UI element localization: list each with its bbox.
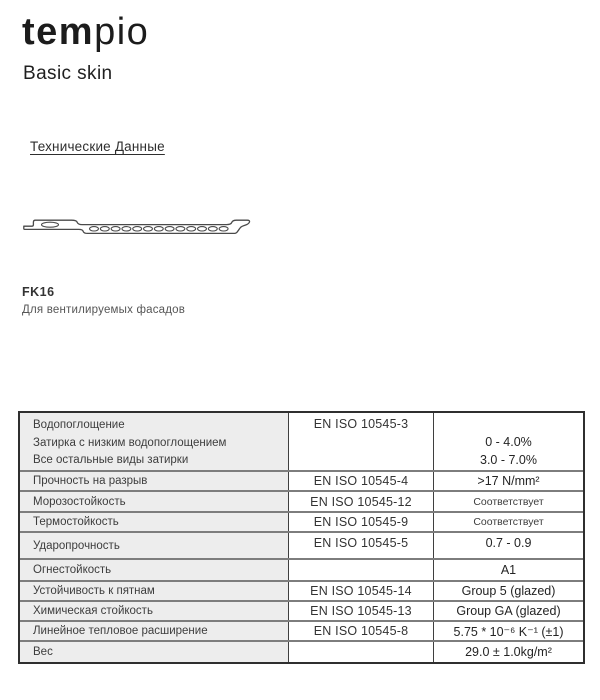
property-line: Водопоглощение	[33, 419, 125, 431]
value-cell: Group 5 (glazed)	[433, 582, 583, 600]
table-row	[20, 490, 583, 511]
value-cell: Group GA (glazed)	[433, 602, 583, 620]
model-code: FK16	[22, 285, 55, 299]
standard-cell	[288, 642, 433, 662]
value-cell: >17 N/mm²	[433, 472, 583, 490]
spec-table	[18, 411, 585, 664]
property-cell: Огнестойкость	[20, 560, 288, 580]
standard-cell	[288, 560, 433, 580]
brand-logo	[22, 10, 149, 54]
property-cell: Прочность на разрыв	[20, 472, 288, 490]
property-cell: Химическая стойкость	[20, 602, 288, 620]
value-cell: 29.0 ± 1.0kg/m²	[433, 642, 583, 662]
table-row	[20, 558, 583, 580]
standard-cell: EN ISO 10545-14	[288, 582, 433, 600]
panel-cross-section-svg	[23, 215, 251, 241]
table-row	[20, 620, 583, 640]
table-row	[20, 470, 583, 490]
property-cell: Устойчивость к пятнам	[20, 582, 288, 600]
brand-logo-bold: tem	[22, 11, 95, 53]
product-line-title: Basic skin	[23, 63, 113, 84]
value-cell: Соответствует	[433, 492, 583, 511]
property-cell	[20, 413, 288, 470]
value-cell: 5.75 * 10⁻⁶ K⁻¹ (±1)	[433, 622, 583, 640]
standard-cell: EN ISO 10545-12	[288, 492, 433, 511]
table-row	[20, 511, 583, 531]
brand-logo-light: pio	[94, 11, 150, 53]
technical-data-link[interactable]: Технические Данные	[30, 139, 165, 154]
property-cell: Вес	[20, 642, 288, 662]
value-cell: Соответствует	[433, 513, 583, 531]
value-line: 0 - 4.0%	[485, 435, 532, 449]
standard-cell: EN ISO 10545-4	[288, 472, 433, 490]
standard-cell: EN ISO 10545-3	[288, 413, 433, 470]
standard-cell: EN ISO 10545-8	[288, 622, 433, 640]
property-cell: Линейное тепловое расширение	[20, 622, 288, 640]
value-cell: A1	[433, 560, 583, 580]
property-cell: Морозостойкость	[20, 492, 288, 511]
table-row	[20, 640, 583, 662]
value-cell: 0.7 - 0.9	[433, 533, 583, 558]
value-cell	[433, 413, 583, 470]
property-line: Все остальные виды затирки	[33, 454, 189, 466]
table-row	[20, 600, 583, 620]
panel-profile-drawing	[23, 215, 251, 241]
property-cell: Ударопрочность	[20, 533, 288, 558]
value-line: 3.0 - 7.0%	[480, 452, 537, 467]
standard-cell: EN ISO 10545-5	[288, 533, 433, 558]
standard-cell: EN ISO 10545-13	[288, 602, 433, 620]
property-line: Затирка с низким водопоглощением	[33, 436, 227, 449]
standard-cell: EN ISO 10545-9	[288, 513, 433, 531]
table-row	[20, 413, 583, 470]
table-row	[20, 580, 583, 600]
table-row	[20, 531, 583, 558]
model-description: Для вентилируемых фасадов	[22, 304, 186, 316]
property-cell: Термостойкость	[20, 513, 288, 531]
